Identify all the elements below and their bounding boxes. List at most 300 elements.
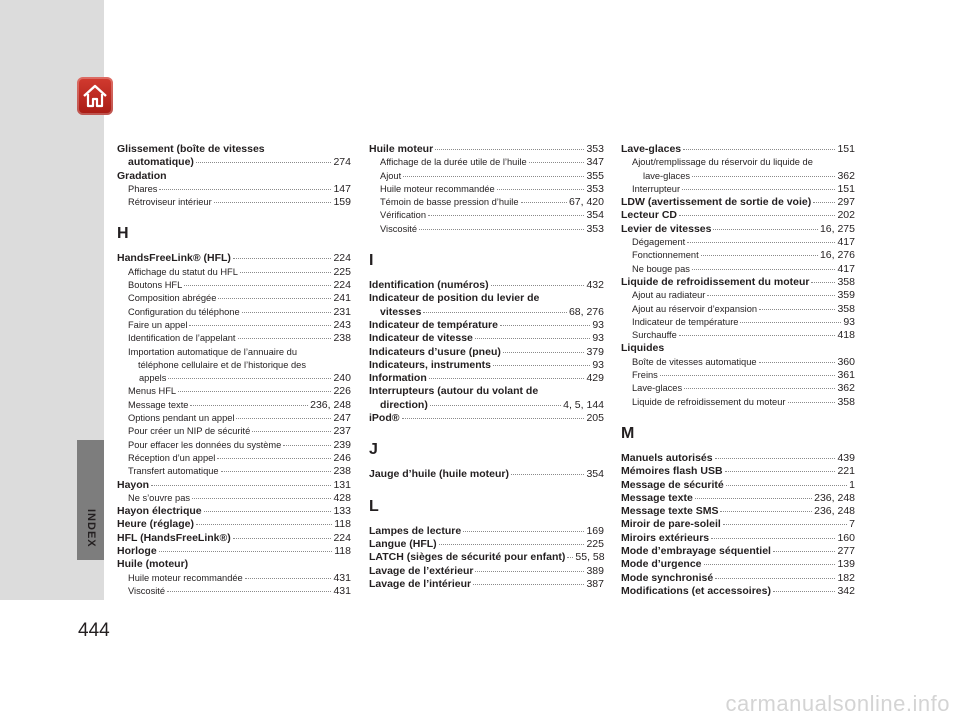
index-entry[interactable]: [369, 319, 604, 332]
leader-dots: [159, 188, 331, 190]
index-entry-label: Huile moteur: [369, 143, 434, 155]
page-reference[interactable]: 432: [586, 279, 604, 292]
index-entry-label: Affichage de la durée utile de l’huile: [380, 157, 527, 168]
leader-dots: [221, 470, 332, 472]
index-entry[interactable]: [621, 505, 855, 518]
page-reference[interactable]: 277: [837, 545, 855, 558]
index-entry[interactable]: [117, 545, 351, 558]
leader-dots: [475, 337, 590, 339]
page-reference[interactable]: 431: [333, 584, 351, 597]
page-reference[interactable]: 274: [333, 156, 351, 169]
leader-dots: [189, 324, 331, 326]
page-reference[interactable]: 93: [843, 315, 855, 328]
index-entry[interactable]: [621, 452, 855, 465]
leader-dots: [283, 444, 331, 446]
index-entry-label: Réception d’un appel: [128, 452, 216, 463]
index-entry[interactable]: [117, 585, 351, 598]
index-entry[interactable]: [117, 279, 351, 292]
index-entry[interactable]: [369, 170, 604, 183]
index-entry[interactable]: [621, 276, 855, 289]
leader-dots: [178, 390, 331, 392]
section-letter: J: [369, 441, 378, 459]
leader-dots: [503, 351, 585, 353]
index-entry[interactable]: [369, 468, 604, 481]
index-entry-label: iPod®: [369, 412, 400, 425]
leader-dots: [196, 161, 332, 163]
page-reference[interactable]: 360: [837, 355, 855, 368]
index-entry-label: Surchauffe: [632, 330, 677, 341]
leader-dots: [233, 257, 332, 259]
index-entry-label: Identification de l’appelant: [128, 333, 236, 344]
leader-dots: [701, 254, 818, 256]
index-entry[interactable]: [117, 505, 351, 518]
index-entry-label: Rétroviseur intérieur: [128, 197, 212, 208]
index-entry[interactable]: [369, 565, 604, 578]
index-entry[interactable]: [621, 263, 855, 276]
index-entry-label: Boutons HFL: [128, 280, 183, 291]
index-entry-label: Fonctionnement: [632, 250, 699, 261]
page-reference[interactable]: 417: [837, 262, 855, 275]
leader-dots: [430, 404, 561, 406]
leader-dots: [435, 148, 584, 150]
page-reference[interactable]: 231: [333, 305, 351, 318]
page-reference[interactable]: 358: [837, 275, 855, 288]
index-entry[interactable]: [621, 479, 855, 492]
leader-dots: [402, 417, 585, 419]
page-reference[interactable]: 236, 248: [814, 505, 855, 518]
page-reference[interactable]: 202: [837, 209, 855, 222]
index-entry[interactable]: [621, 572, 855, 585]
index-entry[interactable]: [621, 196, 855, 209]
index-entry-label: Vérification: [380, 210, 426, 221]
page-reference[interactable]: 237: [333, 425, 351, 438]
index-entry[interactable]: [369, 156, 604, 169]
page-reference[interactable]: 358: [837, 302, 855, 315]
index-entry[interactable]: [369, 346, 604, 359]
section-letter: I: [369, 252, 374, 270]
page-reference[interactable]: 236, 248: [310, 398, 351, 411]
leader-dots: [238, 337, 332, 339]
page-reference[interactable]: 169: [586, 524, 604, 537]
page-reference[interactable]: 362: [837, 382, 855, 395]
index-entry[interactable]: [369, 306, 604, 319]
page-reference[interactable]: 439: [837, 451, 855, 464]
index-entry-label: Ne bouge pas: [632, 263, 690, 274]
index-entry[interactable]: [621, 492, 855, 505]
index-entry-label: Miroir de pare-soleil: [621, 518, 721, 531]
index-entry-label: HandsFreeLink® (HFL): [117, 252, 231, 265]
page-reference[interactable]: 93: [592, 358, 604, 371]
leader-dots: [493, 364, 590, 366]
page-reference[interactable]: 241: [333, 292, 351, 305]
page-reference[interactable]: 4, 5, 144: [563, 398, 604, 411]
page-reference[interactable]: 431: [333, 571, 351, 584]
index-entry-label: Indicateurs, instruments: [369, 358, 491, 371]
index-entry[interactable]: [117, 492, 351, 505]
index-entry[interactable]: [117, 292, 351, 305]
index-entry[interactable]: [117, 532, 351, 545]
leader-dots: [704, 563, 836, 565]
page-reference[interactable]: 68, 276: [568, 305, 604, 318]
index-entry[interactable]: [117, 183, 351, 196]
index-entry[interactable]: [621, 356, 855, 369]
leader-dots: [245, 577, 332, 579]
page-reference[interactable]: 354: [586, 209, 604, 222]
index-entry[interactable]: [369, 412, 604, 425]
index-entry-label: Miroirs extérieurs: [621, 531, 710, 544]
index-entry[interactable]: [117, 332, 351, 345]
leader-dots: [168, 377, 331, 379]
leader-dots: [196, 523, 332, 525]
index-entry[interactable]: [621, 249, 855, 262]
leader-dots: [707, 294, 835, 296]
leader-dots: [190, 404, 308, 406]
index-entry[interactable]: [369, 332, 604, 345]
index-entry[interactable]: [369, 525, 604, 538]
page-reference[interactable]: 387: [586, 577, 604, 590]
leader-dots: [167, 590, 331, 592]
page-reference[interactable]: 224: [333, 531, 351, 544]
index-entry-label: Liquide de refroidissement du moteur: [621, 275, 810, 288]
index-entry-label: Langue (HFL): [369, 537, 437, 550]
leader-dots: [788, 401, 836, 403]
page-reference[interactable]: 359: [837, 289, 855, 302]
page-reference[interactable]: 240: [333, 372, 351, 385]
leader-dots: [242, 311, 332, 313]
page-reference[interactable]: 358: [837, 395, 855, 408]
page-reference[interactable]: 417: [837, 236, 855, 249]
index-entry-text: téléphone cellulaire et de l’historique des: [138, 359, 306, 370]
index-entry-label: Ajout au radiateur: [632, 290, 706, 301]
leader-dots: [695, 497, 812, 499]
page-reference[interactable]: 93: [592, 332, 604, 345]
index-entry-label: Message de sécurité: [621, 478, 724, 491]
page-reference[interactable]: 389: [586, 564, 604, 577]
section-letter: M: [621, 424, 635, 442]
page-reference[interactable]: 147: [333, 182, 351, 195]
page-reference[interactable]: 225: [586, 537, 604, 550]
index-entry-label: Message texte SMS: [621, 505, 719, 518]
page-reference[interactable]: 238: [333, 465, 351, 478]
page-reference[interactable]: 224: [333, 279, 351, 292]
leader-dots: [692, 268, 836, 270]
index-entry[interactable]: [621, 396, 855, 409]
page-reference[interactable]: 342: [837, 584, 855, 597]
page-reference[interactable]: 205: [586, 412, 604, 425]
page-reference[interactable]: 55, 58: [575, 551, 605, 564]
page-reference[interactable]: 226: [333, 385, 351, 398]
page-reference[interactable]: 236, 248: [814, 491, 855, 504]
page-reference[interactable]: 67, 420: [568, 196, 604, 209]
index-entry[interactable]: [117, 572, 351, 585]
index-entry[interactable]: [621, 382, 855, 395]
page-reference[interactable]: 355: [586, 169, 604, 182]
index-entry[interactable]: [117, 518, 351, 531]
index-entry-text: Gradation: [117, 169, 167, 182]
index-entry-label: Lave-glaces: [621, 143, 682, 155]
index-entry[interactable]: [117, 479, 351, 492]
index-entry[interactable]: [621, 558, 855, 571]
leader-dots: [236, 417, 331, 419]
leader-dots: [463, 530, 584, 532]
watermark: carmanualsonline.info: [725, 691, 950, 716]
page-reference[interactable]: 151: [837, 182, 855, 195]
index-entry-text: Glissement (boîte de vitesses: [117, 143, 265, 155]
index-entry-label: Manuels autorisés: [621, 451, 713, 464]
leader-dots: [529, 161, 585, 163]
leader-dots: [491, 284, 585, 286]
page-reference[interactable]: 246: [333, 451, 351, 464]
page-reference[interactable]: 16, 275: [819, 222, 855, 235]
index-entry-label: Freins: [632, 370, 658, 381]
section-letter: L: [369, 497, 379, 515]
leader-dots: [773, 590, 836, 592]
index-entry-text: Ajout/remplissage du réservoir du liquide de: [632, 157, 813, 168]
index-entry-label: Témoin de basse pression d’huile: [380, 197, 519, 208]
leader-dots: [715, 577, 835, 579]
index-entry[interactable]: [369, 183, 604, 196]
index-entry[interactable]: [117, 306, 351, 319]
index-entry-label: LATCH (sièges de sécurité pour enfant): [369, 551, 566, 564]
index-entry-label: Liquide de refroidissement du moteur: [632, 396, 786, 407]
page-reference[interactable]: 131: [333, 478, 351, 491]
leader-dots: [217, 457, 331, 459]
leader-dots: [713, 228, 817, 230]
leader-dots: [184, 284, 331, 286]
page-reference[interactable]: 429: [586, 372, 604, 385]
index-entry[interactable]: [621, 170, 855, 183]
leader-dots: [684, 387, 835, 389]
page-reference[interactable]: 238: [333, 332, 351, 345]
index-entry-label: Ne s’ouvre pas: [128, 492, 191, 503]
leader-dots: [500, 324, 590, 326]
leader-dots: [159, 550, 333, 552]
leader-dots: [419, 228, 584, 230]
section-letter: H: [117, 225, 129, 243]
page-reference[interactable]: 221: [837, 465, 855, 478]
leader-dots: [679, 334, 836, 336]
page-reference[interactable]: 118: [334, 545, 351, 558]
index-entry-label: Huile moteur recommandée: [128, 572, 243, 583]
leader-dots: [439, 543, 585, 545]
index-entry-label: Indicateur de température: [632, 316, 739, 327]
page-reference[interactable]: 297: [837, 196, 855, 209]
leader-dots: [473, 583, 584, 585]
page-reference[interactable]: 353: [586, 222, 604, 235]
index-entry[interactable]: [117, 465, 351, 478]
page-reference[interactable]: 247: [333, 412, 351, 425]
index-entry-label: vitesses: [380, 305, 422, 318]
index-entry-label: Message texte: [128, 399, 189, 410]
index-entry[interactable]: [117, 252, 351, 265]
index-entry[interactable]: [117, 266, 351, 279]
leader-dots: [511, 473, 584, 475]
page-reference[interactable]: 93: [592, 318, 604, 331]
leader-dots: [204, 510, 332, 512]
page-reference[interactable]: 1: [849, 478, 855, 491]
page-reference[interactable]: 239: [333, 438, 351, 451]
index-entry[interactable]: [621, 585, 855, 598]
page-reference[interactable]: 353: [586, 182, 604, 195]
index-entry[interactable]: [369, 359, 604, 372]
page-reference[interactable]: 379: [586, 345, 604, 358]
page-reference[interactable]: 347: [586, 156, 604, 169]
home-button[interactable]: [77, 77, 113, 115]
page-reference[interactable]: 243: [333, 318, 351, 331]
index-entry-label: Jauge d’huile (huile moteur): [369, 468, 510, 481]
index-entry-label: Phares: [128, 183, 158, 194]
index-entry[interactable]: [117, 452, 351, 465]
page-reference[interactable]: 354: [586, 468, 604, 481]
index-entry[interactable]: [117, 156, 351, 169]
index-entry-label: Interrupteur: [632, 183, 681, 194]
leader-dots: [428, 214, 584, 216]
index-entry[interactable]: [369, 372, 604, 385]
index-entry[interactable]: [369, 399, 604, 412]
leader-dots: [429, 377, 585, 379]
index-entry[interactable]: [621, 143, 855, 156]
leader-dots: [720, 510, 812, 512]
page-reference[interactable]: 418: [837, 329, 855, 342]
index-entry[interactable]: [621, 316, 855, 329]
index-column-1: [117, 143, 351, 598]
leader-dots: [233, 537, 332, 539]
leader-dots: [715, 457, 836, 459]
leader-dots: [679, 214, 835, 216]
index-entry-label: Dégagement: [632, 237, 686, 248]
index-entry-label: Transfert automatique: [128, 466, 219, 477]
leader-dots: [218, 297, 331, 299]
page-reference[interactable]: 159: [333, 196, 351, 209]
leader-dots: [151, 484, 331, 486]
index-entry-label: Huile moteur recommandée: [380, 183, 495, 194]
index-entry-label: appels: [139, 373, 167, 384]
index-entry[interactable]: [621, 236, 855, 249]
index-entry[interactable]: [369, 279, 604, 292]
index-entry[interactable]: [621, 532, 855, 545]
leader-dots: [214, 201, 332, 203]
page-reference[interactable]: 139: [837, 558, 855, 571]
index-entry[interactable]: [369, 223, 604, 236]
index-entry[interactable]: [117, 425, 351, 438]
index-entry[interactable]: [369, 551, 604, 564]
index-entry-label: Lampes de lecture: [369, 524, 462, 537]
page-reference[interactable]: 224: [333, 252, 351, 265]
index-entry-label: lave-glaces: [643, 170, 691, 181]
page-reference[interactable]: 225: [333, 265, 351, 278]
page-reference[interactable]: 16, 276: [819, 249, 855, 262]
page-reference[interactable]: 353: [586, 143, 604, 155]
index-entry-text: Liquides: [621, 342, 665, 355]
page-reference[interactable]: 133: [333, 505, 351, 518]
leader-dots: [687, 241, 835, 243]
index-entry-label: Affichage du statut du HFL: [128, 266, 238, 277]
leader-dots: [192, 497, 331, 499]
index-entry[interactable]: [117, 196, 351, 209]
index-entry-label: HFL (HandsFreeLink®): [117, 531, 231, 544]
index-entry-text: Interrupteurs (autour du volant de: [369, 385, 539, 398]
index-entry[interactable]: [117, 439, 351, 452]
index-entry-label: Mode synchronisé: [621, 571, 714, 584]
index-entry-label: Options pendant un appel: [128, 413, 235, 424]
index-entry[interactable]: [621, 303, 855, 316]
index-entry-label: LDW (avertissement de sortie de voie): [621, 196, 812, 209]
index-entry[interactable]: [369, 209, 604, 222]
leader-dots: [660, 374, 836, 376]
leader-dots: [723, 523, 847, 525]
index-entry[interactable]: [621, 223, 855, 236]
index-entry[interactable]: [621, 289, 855, 302]
index-entry[interactable]: [621, 518, 855, 531]
index-entry[interactable]: [369, 538, 604, 551]
index-entry-label: Hayon électrique: [117, 505, 202, 518]
page-reference[interactable]: 118: [334, 518, 351, 531]
index-entry-label: Viscosité: [380, 223, 418, 234]
leader-dots: [711, 537, 835, 539]
index-entry[interactable]: [117, 385, 351, 398]
page-reference[interactable]: 151: [837, 143, 855, 155]
index-entry[interactable]: [621, 183, 855, 196]
index-entry-label: Pour créer un NIP de sécurité: [128, 426, 251, 437]
index-entry-label: Viscosité: [128, 585, 166, 596]
index-entry-label: Menus HFL: [128, 386, 177, 397]
leader-dots: [813, 201, 835, 203]
index-entry-label: Levier de vitesses: [621, 222, 712, 235]
index-entry[interactable]: [369, 578, 604, 591]
index-entry[interactable]: [117, 399, 351, 412]
index-entry-label: Mémoires flash USB: [621, 465, 723, 478]
page-reference[interactable]: 362: [837, 169, 855, 182]
index-entry[interactable]: [117, 372, 351, 385]
page-reference[interactable]: 428: [333, 491, 351, 504]
index-entry[interactable]: [621, 545, 855, 558]
index-entry-label: Indicateur de température: [369, 318, 498, 331]
index-entry-label: Configuration du téléphone: [128, 306, 240, 317]
index-entry[interactable]: [369, 143, 604, 156]
index-entry-label: Lecteur CD: [621, 209, 678, 222]
index-entry-label: Mode d’urgence: [621, 558, 702, 571]
index-column-3: [621, 143, 855, 598]
page-reference[interactable]: 7: [849, 518, 855, 531]
index-entry-label: Information: [369, 372, 427, 385]
index-entry[interactable]: [369, 196, 604, 209]
index-entry[interactable]: [117, 319, 351, 332]
index-entry-label: Ajout au réservoir d’expansion: [632, 303, 758, 314]
index-entry-label: direction): [380, 398, 428, 411]
index-entry-label: automatique): [128, 156, 194, 169]
leader-dots: [252, 430, 331, 432]
index-column-2: [369, 143, 604, 591]
index-entry[interactable]: [621, 209, 855, 222]
index-entry-label: Lavage de l’intérieur: [369, 577, 472, 590]
index-entry[interactable]: [621, 465, 855, 478]
index-entry-label: Faire un appel: [128, 319, 188, 330]
index-entry[interactable]: [621, 369, 855, 382]
index-entry-label: Pour effacer les données du système: [128, 439, 282, 450]
leader-dots: [567, 556, 573, 558]
index-entry-label: Message texte: [621, 491, 693, 504]
index-entry[interactable]: [621, 329, 855, 342]
side-label: [85, 509, 97, 519]
leader-dots: [773, 550, 836, 552]
index-entry[interactable]: [117, 412, 351, 425]
index-entry-label: Lave-glaces: [632, 383, 683, 394]
leader-dots: [403, 175, 584, 177]
page-reference[interactable]: 182: [837, 571, 855, 584]
page-reference[interactable]: 160: [837, 531, 855, 544]
leader-dots: [521, 201, 567, 203]
page-reference[interactable]: 361: [837, 369, 855, 382]
